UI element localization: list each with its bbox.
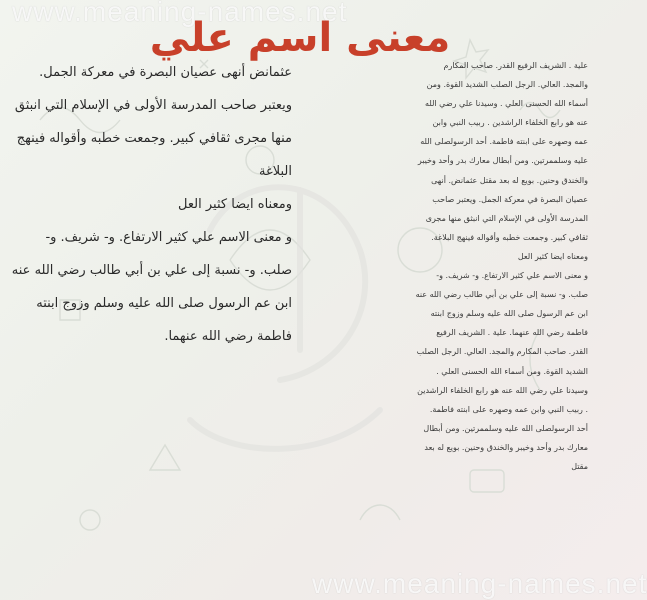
side-text-line: الشديد القوة. ومن أسماء الله الحسنى العلي . [436,366,588,376]
main-text-block [11,56,292,353]
side-text-line: المدرسة الأولى في الإسلام التي انبثق منها مجرى [425,213,588,223]
side-text-line: . ربيب النبي وابن عمه وصهره على ابنته فاطمة. [429,404,588,414]
side-text-line: ثقافي كبير. وجمعت خطبه وأقواله فينهج البلاغة. [431,232,588,242]
watermark-top: www.meaning-names.net [12,0,348,27]
side-text-block [312,56,588,476]
main-text-line: البلاغة [258,164,292,179]
side-text-line: مقتل [571,461,588,471]
side-text-line: علية . الشريف الرفيع القدر. صاحب المكارم [443,61,588,70]
watermark-bottom: www.meaning-names.net [312,568,647,599]
main-text-line: ومعناه ايضا كثير العل [178,197,292,212]
side-text-line: وسيدنا علي رضي الله عنه هو رابع الخلفاء الراشدين [417,385,588,395]
side-text-line: والمجد. العالي. الرجل الصلب الشديد القوة. ومن [426,80,588,90]
side-text-line: أحد الرسولصلى الله عليه وسلممرتين. ومن أبطال [423,423,588,433]
side-text-line: عنه هو رابع الخلفاء الراشدين . ربيب النبي وابن [432,118,588,128]
side-text-line: والخندق وحنين. بويع له بعد مقتل عثمانض. أنهى [431,175,588,185]
side-text-line: ابن عم الرسول صلى الله عليه وسلم وزوج ابنته [430,309,588,319]
side-text-line: عليه وسلممرتين. ومن أبطال معارك بدر وأحد وخيبر [417,156,588,166]
main-text-line: و معنى الاسم علي كثير الارتفاع. و- شريف. و- [45,230,292,245]
main-text-line: منها مجرى ثقافي كبير. وجمعت خطبه وأقواله فينهج [16,131,292,146]
main-text-line: ويعتبر صاحب المدرسة الأولى في الإسلام التي انبثق [14,98,292,113]
side-text-line: ومعناه ايضا كثير العل [517,251,588,261]
main-text-line: عثمانض أنهى عصيان البصرة في معركة الجمل. [39,65,292,80]
side-text-line: عصيان البصرة في معركة الجمل. ويعتبر صاحب [432,194,588,204]
side-text-line: القدر. صاحب المكارم والمجد. العالي. الرجل الصلب [416,347,588,357]
page-title: معنى اسم علي [149,15,451,61]
side-text-line: صلب. و- نسبة إلى علي بن أبي طالب رضي الله عنه [415,290,588,300]
side-text-line: و معنى الاسم علي كثير الارتفاع. و- شريف. و- [436,271,588,281]
side-text-line: عمه وصهره على ابنته فاطمة. أحد الرسولصلى الله [420,137,588,147]
main-text-line: صلب. و- نسبة إلى علي بن أبي طالب رضي الله عنه [11,263,292,278]
side-text-line: فاطمة رضي الله عنهما. علية . الشريف الرفيع [436,328,588,338]
side-text-line: أسماء الله الحسنى العلي . وسيدنا علي رضي الله [425,99,588,109]
side-text-line: معارك بدر وأحد وخيبر والخندق وحنين. بويع له بعد [424,442,588,452]
main-text-line: فاطمة رضي الله عنهما. [164,329,292,344]
main-text-line: ابن عم الرسول صلى الله عليه وسلم وزوج ابنته [36,296,292,311]
